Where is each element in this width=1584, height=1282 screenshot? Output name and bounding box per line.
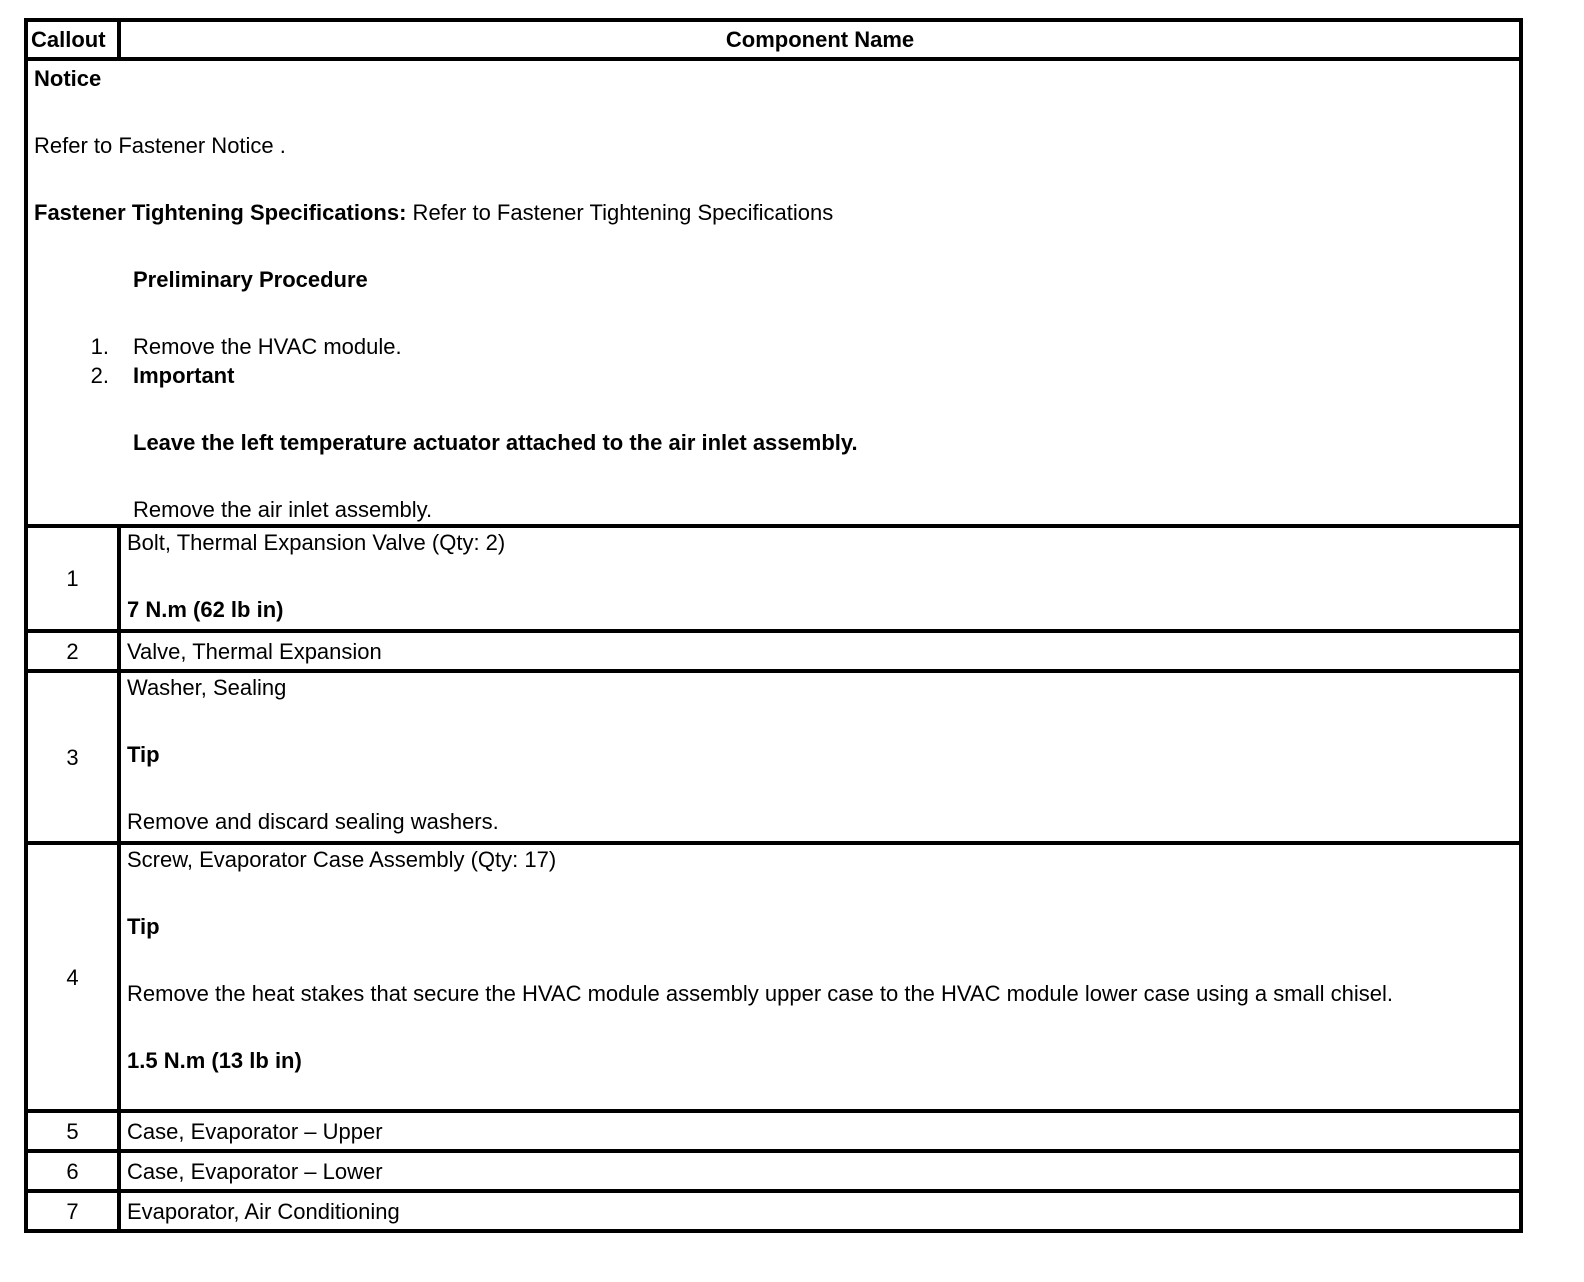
- component-description: [119, 843, 1521, 1111]
- component-name: Screw, Evaporator Case Assembly (Qty: 17): [127, 847, 557, 872]
- preliminary-procedure-title: Preliminary Procedure: [133, 267, 368, 292]
- torque-spec: 1.5 N.m (13 lb in): [127, 1048, 302, 1073]
- tip-text: Remove the heat stakes that secure the HVAC module assembly upper case to the HVAC module lower case using a small chisel.: [127, 981, 1394, 1006]
- procedure-step: [34, 361, 1513, 390]
- callout-number: 4: [26, 843, 119, 1111]
- component-table: [24, 18, 1523, 1233]
- tightening-spec-label: Fastener Tightening Specifications:: [34, 200, 407, 225]
- callout-number: 5: [26, 1111, 119, 1151]
- table-row: [26, 671, 1521, 843]
- torque-spec: 7 N.m (62 lb in): [127, 597, 284, 622]
- callout-number: 6: [26, 1151, 119, 1191]
- notice-title: Notice: [34, 66, 102, 91]
- table-row: [26, 631, 1521, 671]
- callout-number: 2: [26, 631, 119, 671]
- important-note-text: Leave the left temperature actuator attached to the air inlet assembly.: [133, 430, 858, 455]
- table-row: [26, 526, 1521, 631]
- procedure-step: [34, 332, 1513, 361]
- component-name: Case, Evaporator – Upper: [119, 1111, 1521, 1151]
- notice-row: [26, 59, 1521, 526]
- table-header-row: [26, 20, 1521, 59]
- step-number: 2.: [90, 363, 109, 388]
- step-number: 1.: [90, 334, 109, 359]
- tightening-spec-text: Refer to Fastener Tightening Specifications: [406, 200, 834, 225]
- table-row: [26, 1111, 1521, 1151]
- tip-text: Remove and discard sealing washers.: [127, 809, 499, 834]
- component-description: [119, 526, 1521, 631]
- tightening-spec-line: [34, 198, 1513, 227]
- component-name: Case, Evaporator – Lower: [119, 1151, 1521, 1191]
- callout-number: 3: [26, 671, 119, 843]
- table-row: [26, 843, 1521, 1111]
- component-name: Bolt, Thermal Expansion Valve (Qty: 2): [127, 530, 506, 555]
- remove-air-inlet-text: Remove the air inlet assembly.: [133, 497, 433, 522]
- component-description: [119, 671, 1521, 843]
- table-row: [26, 1191, 1521, 1231]
- tip-label: Tip: [127, 914, 160, 939]
- component-name: Valve, Thermal Expansion: [119, 631, 1521, 671]
- callout-number: 7: [26, 1191, 119, 1231]
- notice-block: [26, 59, 1521, 526]
- step-text: Important: [133, 363, 235, 388]
- callout-number: 1: [26, 526, 119, 631]
- callout-header: Callout: [26, 20, 119, 59]
- table-row: [26, 1151, 1521, 1191]
- component-name-header: Component Name: [119, 20, 1521, 59]
- component-name: Evaporator, Air Conditioning: [119, 1191, 1521, 1231]
- component-name: Washer, Sealing: [127, 675, 287, 700]
- fastener-notice-text: Refer to Fastener Notice .: [34, 133, 286, 158]
- tip-label: Tip: [127, 742, 160, 767]
- step-text: Remove the HVAC module.: [133, 334, 402, 359]
